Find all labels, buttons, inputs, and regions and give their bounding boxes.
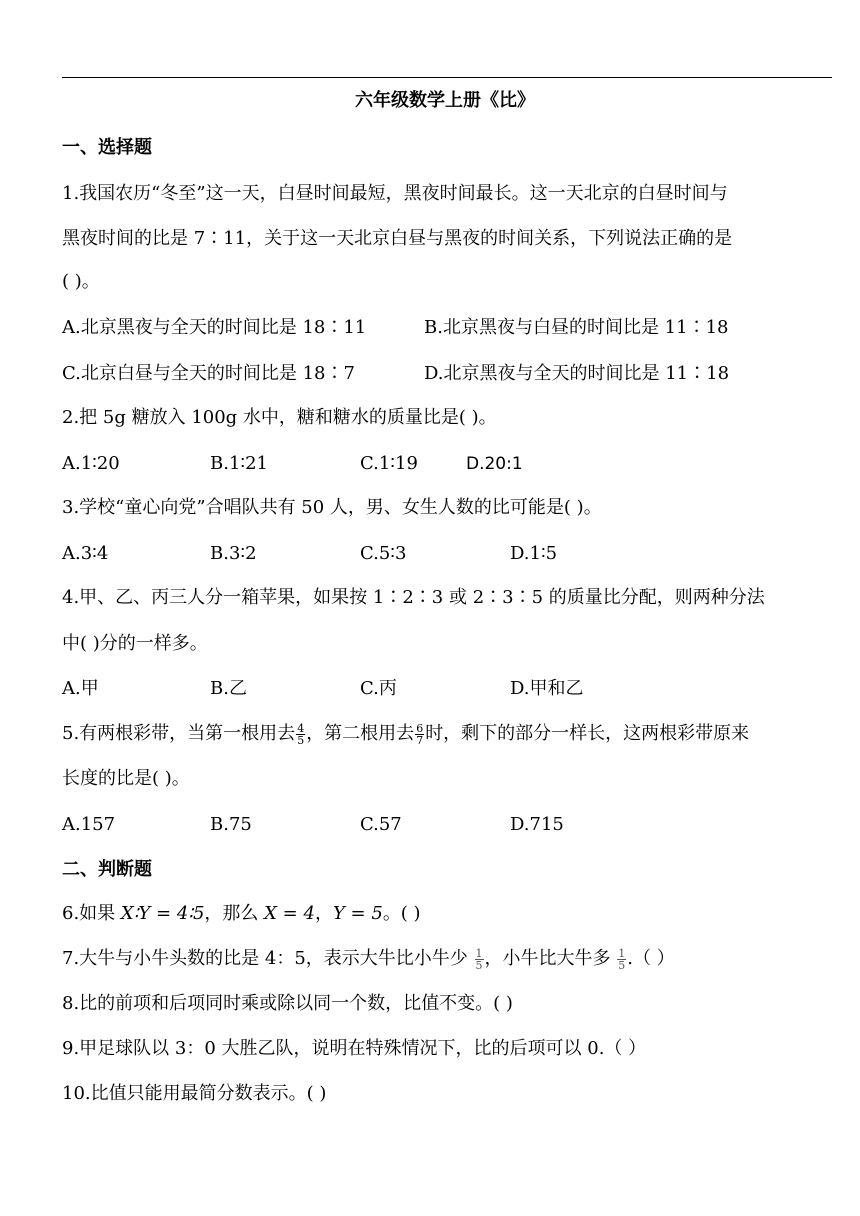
q1-option-c: C.北京白昼与全天的时间比是 18∶7 bbox=[62, 363, 355, 384]
q7-fraction-2-denominator: 5 bbox=[618, 958, 626, 972]
q5-option-b: B.75 bbox=[210, 814, 252, 835]
q4-option-b: B.乙 bbox=[210, 678, 247, 699]
q7-text-part1: 7.大牛与小牛头数的比是 4：5，表示大牛比小牛少 bbox=[62, 948, 474, 969]
q4-option-a: A.甲 bbox=[62, 678, 99, 699]
q1-line2: 黑夜时间的比是 7∶11，关于这一天北京白昼与黑夜的时间关系，下列说法正确的是 bbox=[62, 228, 733, 249]
q1-option-d: D.北京黑夜与全天的时间比是 11∶18 bbox=[424, 363, 730, 384]
q6-math-x: X = 4 bbox=[264, 903, 315, 924]
q5-line2: 长度的比是( )。 bbox=[62, 768, 190, 789]
q5-fraction-2 bbox=[415, 723, 424, 746]
q1-option-a: A.北京黑夜与全天的时间比是 18∶11 bbox=[62, 317, 367, 338]
page-title: 六年级数学上册《比》 bbox=[355, 90, 535, 111]
q6-math-y: Y = 5 bbox=[332, 903, 383, 924]
q8-line1: 8.比的前项和后项同时乘或除以同一个数，比值不变。( ) bbox=[62, 993, 513, 1014]
q6-text-part3: ， bbox=[314, 903, 333, 924]
q7-fraction-1 bbox=[475, 948, 484, 971]
q3-option-b: B.3∶2 bbox=[210, 543, 257, 564]
q3-line1: 3.学校“童心向党”合唱队共有 50 人，男、女生人数的比可能是( )。 bbox=[62, 497, 602, 518]
q7-line1 bbox=[62, 947, 675, 971]
q3-option-a: A.3∶4 bbox=[62, 543, 109, 564]
q6-text-part1: 6.如果 bbox=[62, 903, 121, 924]
q5-text-part1: 5.有两根彩带，当第一根用去 bbox=[62, 723, 296, 744]
q1-line3: ( )。 bbox=[62, 271, 100, 292]
q4-line1: 4.甲、乙、丙三人分一箱苹果，如果按 1∶2∶3 或 2∶3∶5 的质量比分配，则两种分法 bbox=[62, 587, 765, 608]
q2-line1: 2.把 5g 糖放入 100g 水中，糖和糖水的质量比是( )。 bbox=[62, 407, 497, 428]
q2-option-c: C.1∶19 bbox=[360, 453, 418, 474]
q5-text-part2: ，第二根用去 bbox=[306, 723, 415, 744]
q5-option-c: C.57 bbox=[360, 814, 402, 835]
q5-fraction-2-numerator: 6 bbox=[416, 721, 424, 735]
q6-text-part4: 。( ) bbox=[382, 903, 421, 924]
q4-option-d: D.甲和乙 bbox=[510, 678, 584, 699]
q3-option-d: D.1∶5 bbox=[510, 543, 558, 564]
q7-fraction-1-denominator: 5 bbox=[475, 958, 483, 972]
q5-line1 bbox=[62, 722, 749, 746]
q4-option-c: C.丙 bbox=[360, 678, 397, 699]
q2-option-b: B.1∶21 bbox=[210, 453, 268, 474]
header-rule bbox=[62, 77, 832, 78]
q5-option-a: A.157 bbox=[62, 814, 116, 835]
q6-math-ratio: X∶Y = 4∶5 bbox=[120, 903, 205, 924]
q5-fraction-2-denominator: 7 bbox=[416, 733, 424, 747]
q4-line2: 中( )分的一样多。 bbox=[62, 633, 208, 654]
q10-line1: 10.比值只能用最简分数表示。( ) bbox=[62, 1083, 327, 1104]
q7-text-part3: .（ ） bbox=[627, 948, 675, 969]
q7-fraction-2-numerator: 1 bbox=[618, 946, 626, 960]
q2-option-a: A.1∶20 bbox=[62, 453, 120, 474]
q5-option-d: D.715 bbox=[510, 814, 564, 835]
q5-fraction-1-denominator: 5 bbox=[297, 733, 305, 747]
q3-option-c: C.5∶3 bbox=[360, 543, 407, 564]
q1-option-b: B.北京黑夜与白昼的时间比是 11∶18 bbox=[424, 317, 729, 338]
q2-option-d: D.20:1 bbox=[466, 454, 523, 474]
q7-fraction-2 bbox=[617, 948, 626, 971]
q7-fraction-1-numerator: 1 bbox=[475, 946, 483, 960]
q5-fraction-1 bbox=[296, 723, 305, 746]
q1-line1: 1.我国农历“冬至”这一天，白昼时间最短，黑夜时间最长。这一天北京的白昼时间与 bbox=[62, 183, 728, 204]
q7-text-part2: ，小牛比大牛多 bbox=[484, 948, 617, 969]
q5-fraction-1-numerator: 4 bbox=[297, 721, 305, 735]
q6-line1 bbox=[62, 902, 421, 926]
q6-text-part2: ，那么 bbox=[204, 903, 265, 924]
q5-text-part3: 时，剩下的部分一样长，这两根彩带原来 bbox=[425, 723, 750, 744]
q9-line1: 9.甲足球队以 3：0 大胜乙队，说明在特殊情况下，比的后项可以 0.（ ） bbox=[62, 1038, 647, 1059]
section-heading-choice: 一、选择题 bbox=[62, 137, 152, 158]
section-heading-judge: 二、判断题 bbox=[62, 859, 152, 880]
